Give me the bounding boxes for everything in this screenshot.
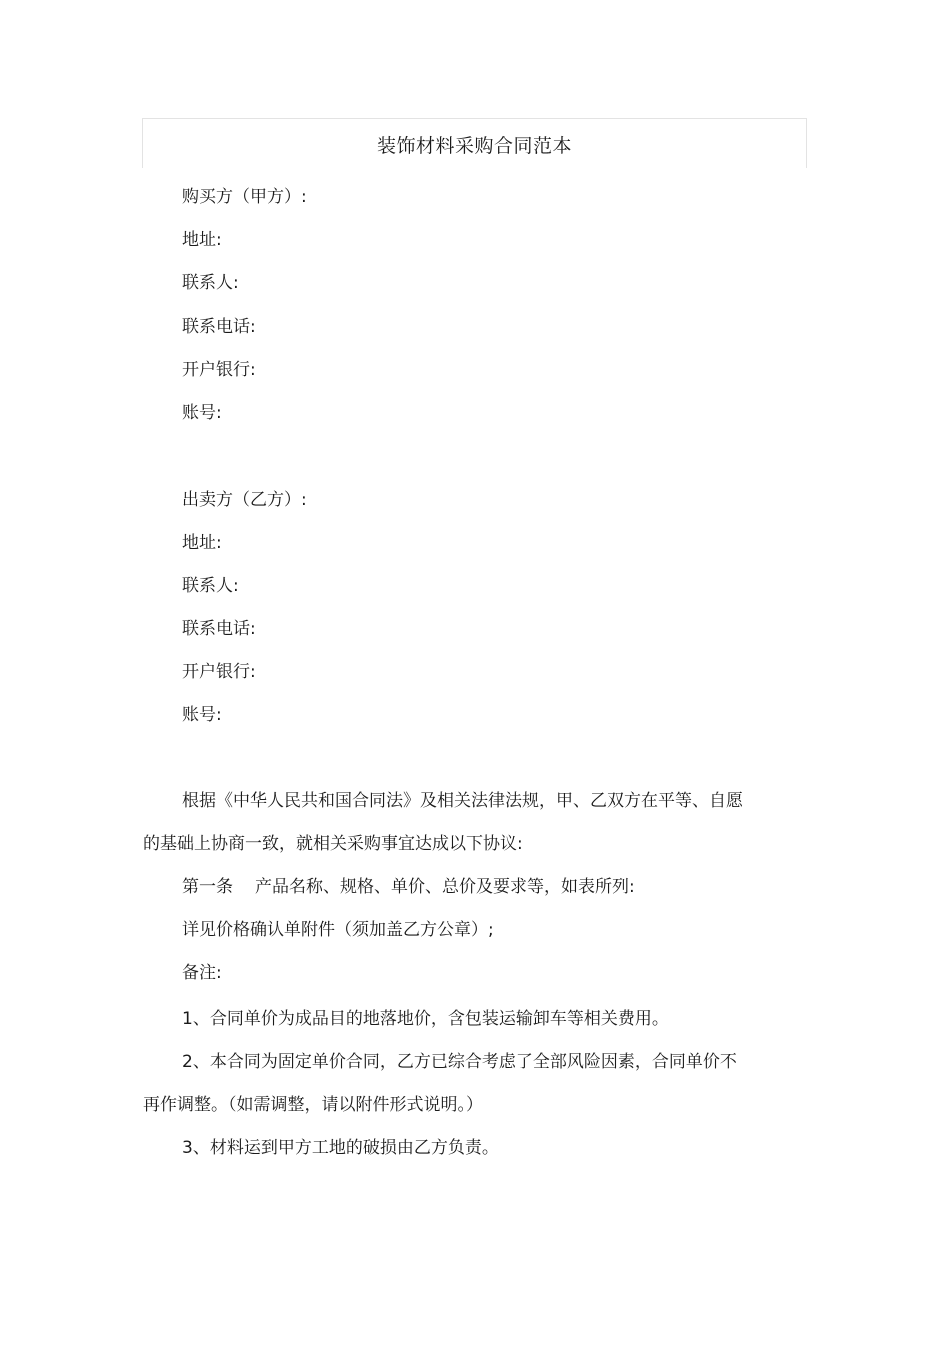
article-1-number: 第一条	[182, 877, 233, 897]
seller-phone-label: 联系电话:	[182, 619, 256, 639]
buyer-heading: 购买方（甲方）:	[182, 187, 307, 207]
remark-item-1: 1、合同单价为成品目的地落地价，含包装运输卸车等相关费用。	[182, 1009, 669, 1029]
remark-item-2-line-2: 再作调整。（如需调整，请以附件形式说明。）	[143, 1095, 483, 1115]
buyer-phone-label: 联系电话:	[182, 317, 256, 337]
preamble-line-2: 的基础上协商一致，就相关采购事宜达成以下协议:	[143, 834, 523, 854]
seller-contact-label: 联系人:	[182, 576, 239, 596]
buyer-address-label: 地址:	[182, 230, 222, 250]
attachment-note: 详见价格确认单附件（须加盖乙方公章）;	[182, 920, 494, 940]
buyer-bank-label: 开户银行:	[182, 360, 256, 380]
preamble-line-1: 根据《中华人民共和国合同法》及相关法律法规，甲、乙双方在平等、自愿	[182, 791, 743, 811]
seller-account-label: 账号:	[182, 705, 222, 725]
seller-bank-label: 开户银行:	[182, 662, 256, 682]
document-title: 装饰材料采购合同范本	[376, 135, 572, 157]
remark-item-3: 3、材料运到甲方工地的破损由乙方负责。	[182, 1138, 499, 1158]
title-box	[142, 118, 807, 168]
remarks-label: 备注:	[182, 963, 222, 983]
seller-heading: 出卖方（乙方）:	[182, 490, 307, 510]
remark-item-2-line-1: 2、本合同为固定单价合同，乙方已综合考虑了全部风险因素，合同单价不	[182, 1052, 737, 1072]
article-1	[182, 876, 635, 898]
buyer-contact-label: 联系人:	[182, 273, 239, 293]
seller-address-label: 地址:	[182, 533, 222, 553]
article-1-text: 产品名称、规格、单价、总价及要求等，如表所列:	[255, 877, 635, 897]
buyer-account-label: 账号:	[182, 403, 222, 423]
